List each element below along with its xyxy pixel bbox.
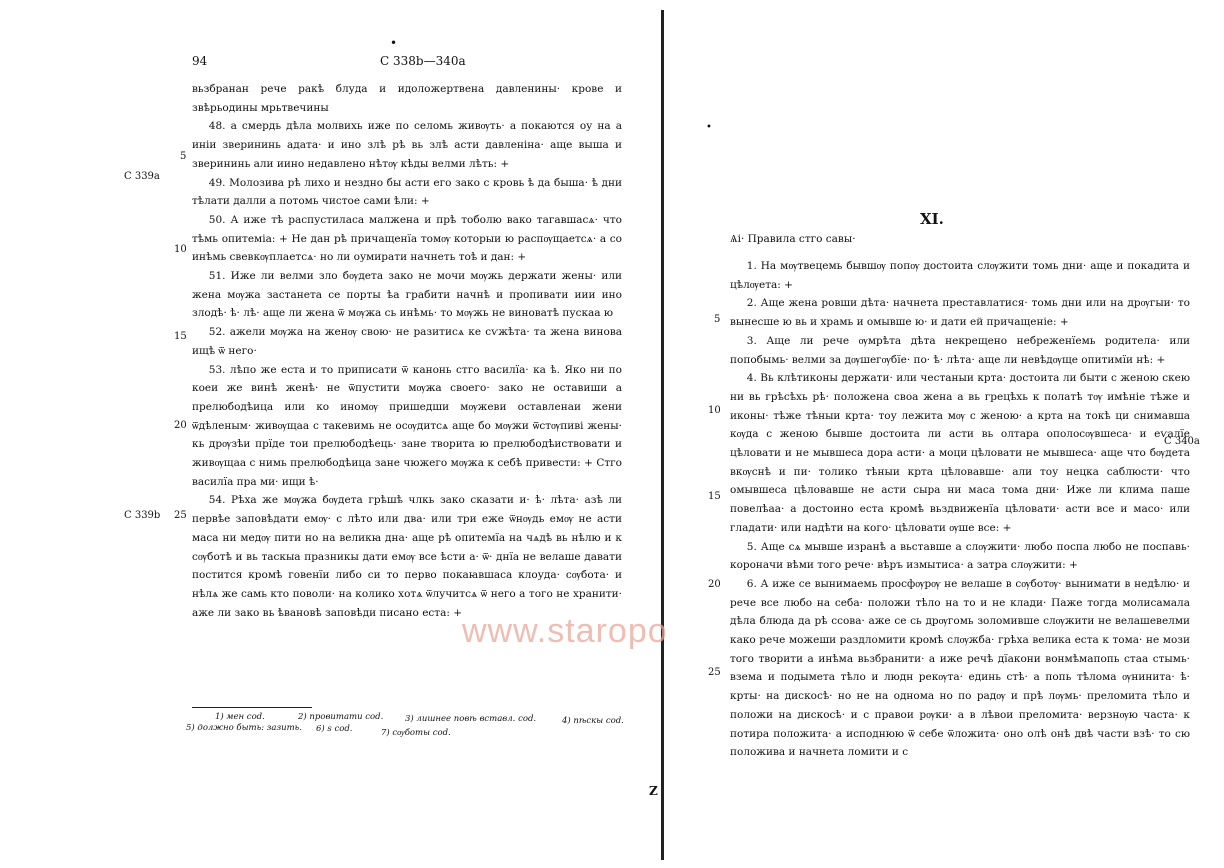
paragraph: 48. а смердь дѣла молвихь иже по селомь живѹть· а покаются оу на а иніи зверининь адата· и ино злѣ рѣ вь злѣ асти давленіна· аще выша и зверининь али иино недавлено нѣтѹ кѣды велми лѣть: + xyxy=(192,120,622,170)
paragraph: 4. Вь клѣтиконы держати· или честаныи крта· достоита ли быти с женою скею ни вь грѣсѣхь рѣ· положена своа жена а вь грецѣхь к полатѣ тѹ имѣніе тѣже и иконы· тѣже тѣныи крта· тоу лежита мѹ с женою· а крта на токѣ ци снимавша кѹда с женою бывше достоита ли асти вь олтара ополосѹвшеса· и еѵалїе цѣловати и не мывшеса дора асти· а моци цѣловати не мывшеса· аще что бѹдета вкѹснѣ и пи· толико тѣныи крта цѣловавше· али тоу нецка саблюсти· что омывшеса цѣловавше не асти сыра ни маса тома дни· Иже ли клима паше повелѣаа· а достоино еста кромѣ вьздвиженїа цѣловати· асти все и масо· или гладати· или надѣти на кого· цѣловати ѹше все: + xyxy=(730,372,1190,534)
side-mark: • xyxy=(706,122,712,133)
line-number: 5 xyxy=(180,151,187,162)
paragraph: 2. Аще жена ровши дѣта· начнета преставлатися· томь дни или на дрѹгыи· то вынесше ю вь и храмь и омывше ю· и дати ей причащеніе: + xyxy=(730,297,1190,329)
chapter-title: XI. xyxy=(920,210,944,228)
line-number: 25 xyxy=(174,510,187,521)
line-number: 5 xyxy=(714,314,721,325)
paragraph: 53. лѣпо же еста и то приписати ѿ канонь стго василїа· ка ѣ. Яко ни по коеи же винѣ женѣ· не ѿпустити мѹжа своего· зако не оставиши а прелюбодѣица или ко иномѹ пришедши мѹжеви оставленаи жени ѿдѣленым· живѹщаа с такевимь не осѹдитсѧ аще бо мѹжи ѿстѹпиві жены· кь дрѹзѣи прїде тои прелюбодѣець· зане творита ю прелюбодѣиствовати и живѹщаа с нимь прелюбодѣица зане чюжего мѹжа к себѣ привести: + Стго василїа пра ми· ищи ѣ· xyxy=(192,363,622,488)
line-number: 10 xyxy=(174,244,187,255)
paragraph: 5. Аще сѧ мывше изранѣ а вьставше а слѹжити· любо поспа любо не поспавь· короначи вѣми того рече· вѣръ измытиса· а затра слѹжити: + xyxy=(730,540,1190,572)
footnote: 6) ѕ cod. xyxy=(316,724,353,734)
margin-note: С 339b xyxy=(124,510,161,521)
footnote-rule xyxy=(192,707,312,708)
margin-note: С 339a xyxy=(124,171,160,182)
footnote: 1) мен cod. xyxy=(215,712,265,722)
footnote: 4) пѣскы cod. xyxy=(562,716,624,726)
line-number: 20 xyxy=(708,579,721,590)
gutter-line xyxy=(661,10,664,860)
paragraph: 52. ажели мѹжа на женѹ свою· не разитисѧ ке сѵжѣта· та жена винова ищѣ ѿ него· xyxy=(192,326,622,357)
footnote: 2) провитати cod. xyxy=(298,712,384,722)
paragraph: 51. Иже ли велми зло бѹдета зако не мочи мѹжь держати жены· или жена мѹжа застанета се порты ѣа грабити начнѣ и пропивати иии ино злодѣ· ѣ· лѣ· аще ли жена ѿ мѹжа сь инѣмь· то мѹжь не виноватѣ пускаа ю xyxy=(192,270,622,320)
page-number: 94 xyxy=(192,54,208,68)
right-page-text xyxy=(730,257,1190,762)
left-page xyxy=(124,0,640,868)
paragraph: 50. А иже тѣ распустилаcа малжена и прѣ тоболю вако тагавшасѧ· что тѣмь опитеміа: + Не дан рѣ причащенїа томѹ которыи ю распѹщаетсѧ· а со инѣмь свевкѹплаетсѧ· но ли оумирати начнеть тоѣ и дан: + xyxy=(192,213,622,264)
top-mark: • xyxy=(390,36,398,50)
paragraph: 1. На мѹтвецемь бывшѹ попѹ достоита слѹжити томь дни· аще и покадита и цѣлѹета: + xyxy=(730,260,1190,291)
footnote: 7) сѹботы cod. xyxy=(381,728,451,738)
line-number: 10 xyxy=(708,405,721,416)
paragraph: 6. А иже се вынимаемь просфѹрѹ не велаше в сѹботѹ· вынимати в недѣлю· и рече все любо на себа· положи тѣло на то и не клади· Паже тогда молисамала дѣла блюда да рѣ ссова· аже се сь дрѹгомь золомивше слѹжити не велашевелми како рече можеши раздломити кромѣ слѹжба· грѣха велика еста к тома· не мози того творити а инѣма вьзбранити· а иже речѣ дїакони вонмѣмапопь стаа стымь· взема и подымета тѣло и людн рекѹта· единь стѣ· а попь тѣлома ѹнинита· ѣ· крты· на дискосѣ· но не на однома но по радѹ и прѣ лѹмь· преломита тѣло и положи на дискосѣ· и с правои рѹки· а в лѣвои преломита· верзнѹю часта· к потира положита· а исподнюю ѿ себе ѿложита· оно олѣ онѣ двѣ части взѣ· то сю положива и начнета ломити и с xyxy=(730,577,1190,759)
chapter-subtitle: Ѧі· Правила стго савы· xyxy=(730,233,856,245)
line-number: 15 xyxy=(174,331,187,342)
margin-note: С 340a xyxy=(1164,436,1200,447)
right-page xyxy=(680,0,1210,868)
running-head: С 338b—340a xyxy=(380,54,466,68)
paragraph: 3. Аще ли рече ѹмрѣта дѣта некрещено небреженїемь родитела· или попобымь· велми за дѹшегѹбїе· по· ѣ· лѣта· аще ли невѣдѹще опитимїи нѣ: + xyxy=(730,334,1190,366)
line-number: 25 xyxy=(708,667,721,678)
line-number: 15 xyxy=(708,491,721,502)
paragraph: 54. Рѣха же мѹжа бѹдета грѣшѣ члкь зако сказати и· ѣ· лѣта· азѣ ли первѣе заповѣдати емѹ· с лѣто или два· или три еже ѿнѹдь емѹ не асти маса ни медѹ пити но на великꙗ дна· аще рѣ опитемїа на чѧдѣ вь нѣлю и к сѹботѣ и вь таскыа празникы дати емѹ все ѣсти а· ѿ· днїа не велаше давати постится кромѣ говенїи либо си то перво покаꙗвшаса клоуда· сѹбота· и нѣлѧ же самь кто поволи· на колико хотѧ ѿлучитсѧ ѿ него а того не хранити· аже ли зако вь ѣвановѣ заповѣди писано еста: + xyxy=(192,494,622,619)
footnote: 5) должно быть: зазить. xyxy=(186,723,302,733)
bottom-mark: Z xyxy=(649,784,658,798)
footnote: 3) лишнее повѣ вставл. cod. xyxy=(405,714,537,724)
line-number: 20 xyxy=(174,420,187,431)
watermark: www.staropo xyxy=(462,612,668,650)
left-page-text xyxy=(192,80,622,622)
paragraph: 49. Молозива рѣ лихо и нездно бы асти его зако с кровь ѣ да быша· ѣ дни тѣлати далли а потомь чистое сами ѣли: + xyxy=(192,176,622,208)
paragraph: вьзбранан рече ракѣ блуда и идоложертвена давленины· крове и звѣрьодины мрьтвечины xyxy=(192,83,622,114)
